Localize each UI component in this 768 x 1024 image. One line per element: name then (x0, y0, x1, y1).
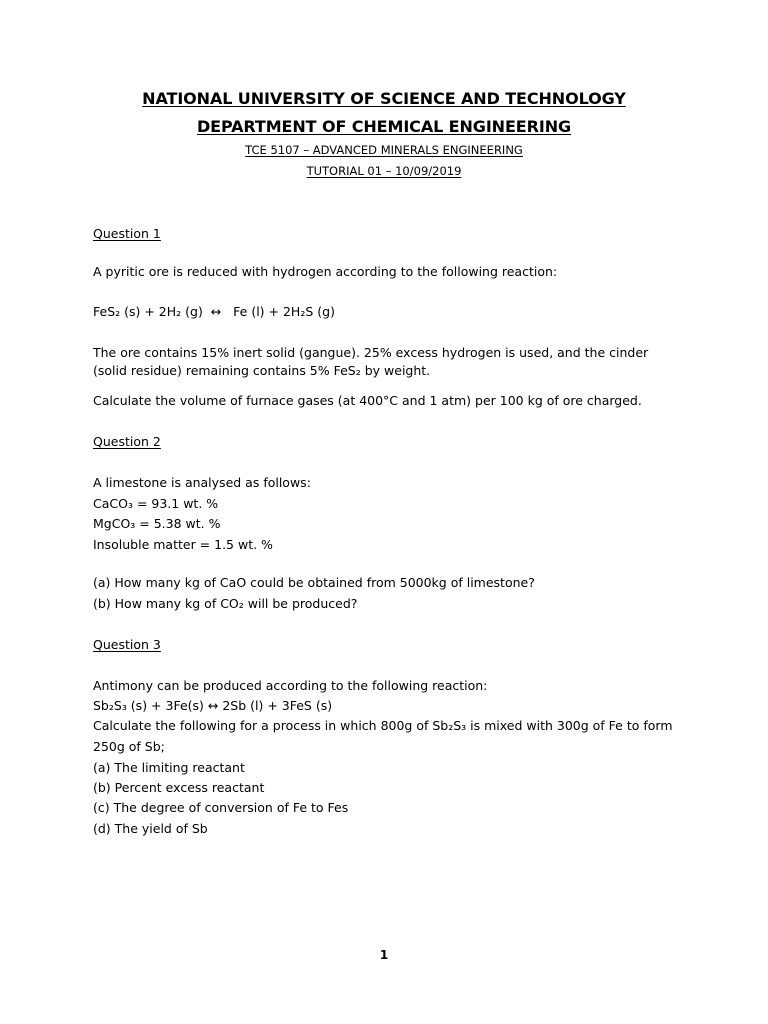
q1-line-1: The ore contains 15% inert solid (gangue). 25% excess hydrogen is used, and the cinder (93, 345, 649, 360)
q3-intro: Antimony can be produced according to the following reaction: (93, 678, 488, 693)
q1-intro: A pyritic ore is reduced with hydrogen according to the following reaction: (93, 264, 558, 279)
q1-reaction: FeS₂ (s) + 2H₂ (g) ↔ Fe (l) + 2H₂S (g) (93, 304, 335, 319)
department-title: DEPARTMENT OF CHEMICAL ENGINEERING (196, 117, 572, 136)
university-title: NATIONAL UNIVERSITY OF SCIENCE AND TECHNOLOGY (142, 89, 626, 108)
tutorial-title: TUTORIAL 01 – 10/09/2019 (306, 164, 462, 178)
q3-part-a: (a) The limiting reactant (93, 760, 245, 775)
q2-part-b: (b) How many kg of CO₂ will be produced? (93, 596, 358, 611)
q2-mgco3: MgCO₃ = 5.38 wt. % (93, 516, 221, 531)
q1-task: Calculate the volume of furnace gases (at 400°C and 1 atm) per 100 kg of ore charged. (93, 393, 642, 408)
question-1-heading: Question 1 (93, 226, 161, 241)
page-number: 1 (379, 948, 389, 962)
course-title: TCE 5107 – ADVANCED MINERALS ENGINEERING (245, 143, 523, 157)
question-2-heading: Question 2 (93, 434, 161, 449)
q3-part-c: (c) The degree of conversion of Fe to Fes (93, 800, 349, 815)
q3-line-2: 250g of Sb; (93, 739, 165, 754)
q2-caco3: CaCO₃ = 93.1 wt. % (93, 496, 219, 511)
q3-line-1: Calculate the following for a process in which 800g of Sb₂S₃ is mixed with 300g of Fe to form (93, 718, 673, 733)
q2-part-a: (a) How many kg of CaO could be obtained from 5000kg of limestone? (93, 575, 535, 590)
q3-part-b: (b) Percent excess reactant (93, 780, 265, 795)
q3-part-d: (d) The yield of Sb (93, 821, 208, 836)
q2-insoluble: Insoluble matter = 1.5 wt. % (93, 537, 273, 552)
q2-intro: A limestone is analysed as follows: (93, 475, 311, 490)
q1-line-2: (solid residue) remaining contains 5% FeS₂ by weight. (93, 363, 431, 378)
q3-reaction: Sb₂S₃ (s) + 3Fe(s) ↔ 2Sb (l) + 3FeS (s) (93, 698, 333, 713)
question-3-heading: Question 3 (93, 637, 161, 652)
